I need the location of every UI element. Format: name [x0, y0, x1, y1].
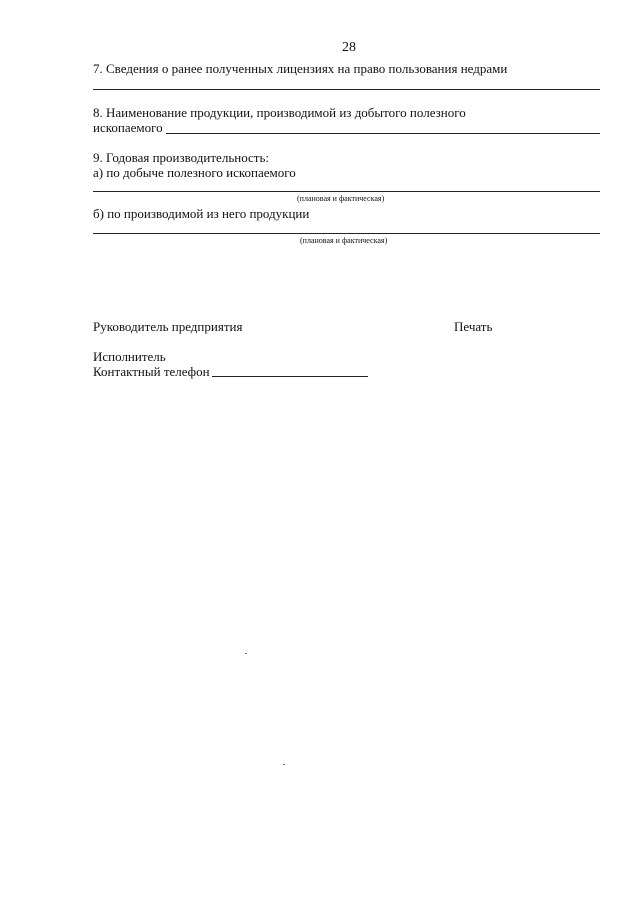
- contact-phone-label: Контактный телефон: [93, 364, 210, 379]
- executor-label: Исполнитель: [93, 349, 166, 364]
- section-7-fill-line: [93, 89, 600, 90]
- section-8-text-line1: 8. Наименование продукции, производимой из добытого полезного: [93, 105, 466, 120]
- section-9b-label: б) по производимой из него продукции: [93, 206, 310, 221]
- section-9b-fill-line: [93, 233, 600, 234]
- scan-speck: [245, 653, 247, 654]
- section-7-text: 7. Сведения о ранее полученных лицензиях на право пользования недрами: [93, 61, 508, 76]
- section-9b-caption: (плановая и фактическая): [300, 236, 388, 245]
- stamp-label: Печать: [454, 319, 493, 334]
- head-of-enterprise-label: Руководитель предприятия: [93, 319, 243, 334]
- page-number: 28: [342, 40, 356, 55]
- section-8-fill-line: [166, 133, 600, 134]
- contact-phone-fill-line: [212, 376, 368, 377]
- section-9a-fill-line: [93, 191, 600, 192]
- scan-speck: [283, 764, 285, 765]
- section-8-text-line2: ископаемого: [93, 120, 163, 135]
- section-9a-caption: (плановая и фактическая): [297, 194, 385, 203]
- section-9a-label: а) по добыче полезного ископаемого: [93, 165, 296, 180]
- section-9-heading: 9. Годовая производительность:: [93, 150, 270, 165]
